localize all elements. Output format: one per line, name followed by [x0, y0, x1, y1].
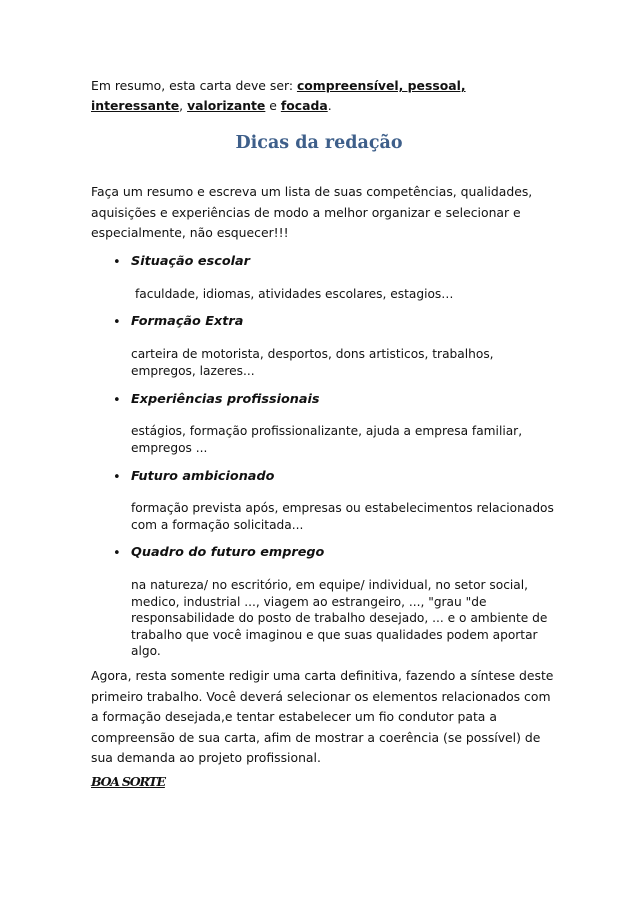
section-title: Dicas da redação — [235, 133, 403, 153]
intro-sep-1: , — [179, 98, 188, 113]
paragraph-2: Agora, resta somente redigir uma carta definitiva, fazendo a síntese deste primeiro trabalho. Você deverá selecionar os elementos relacionados com a formação desejada,e tentar estabelecer um fio condutor pata a compreensão de sua carta, afim de mostrar a coerência (se possível) de sua demanda ao projeto profissional. — [91, 668, 554, 765]
item-detail: carteira de motorista, desportos, dons artisticos, trabalhos, empregos, lazeres... — [131, 347, 494, 378]
paragraph-1: Faça um resumo e escreva um lista de suas competências, qualidades, aquisições e experiências de modo a melhor organizar e selecionar e especialmente, não esquecer!!! — [91, 184, 533, 240]
intro-end: . — [327, 98, 332, 113]
item-detail: na natureza/ no escritório, em equipe/ individual, no setor social, medico, industrial ..., viagem ao estrangeiro, ..., "grau "de responsabilidade do posto de trabalho desejado, ... e o ambiente de trabalho que você imaginou e que suas qualidades podem aportar algo. — [131, 578, 548, 658]
intro-prefix: Em resumo, esta carta deve ser: — [91, 78, 297, 93]
intro-keyword-3: focada — [280, 98, 328, 113]
intro-keyword-2: valorizante — [187, 98, 266, 113]
item-title: Quadro do futuro emprego — [131, 545, 325, 560]
bullet-icon: • — [113, 470, 121, 485]
item-detail: formação prevista após, empresas ou estabelecimentos relacionados com a formação solicitada... — [131, 501, 554, 532]
intro-sep-2: e — [265, 98, 281, 113]
item-detail: faculdade, idiomas, atividades escolares, estagios… — [135, 287, 454, 301]
intro-keyword-1: compreensível, pessoal, interessante — [91, 78, 466, 113]
item-title: Situação escolar — [131, 254, 250, 269]
item-detail: estágios, formação profissionalizante, ajuda a empresa familiar, empregos ... — [131, 424, 523, 455]
item-title: Experiências profissionais — [131, 392, 320, 407]
intro-paragraph — [91, 76, 561, 116]
signoff: BOA SORTE — [91, 774, 165, 789]
bullet-icon: • — [113, 255, 121, 270]
bullet-icon: • — [113, 315, 121, 330]
item-title: Futuro ambicionado — [131, 469, 275, 484]
item-title: Formação Extra — [131, 314, 244, 329]
bullet-icon: • — [113, 393, 121, 408]
bullet-icon: • — [113, 546, 121, 561]
